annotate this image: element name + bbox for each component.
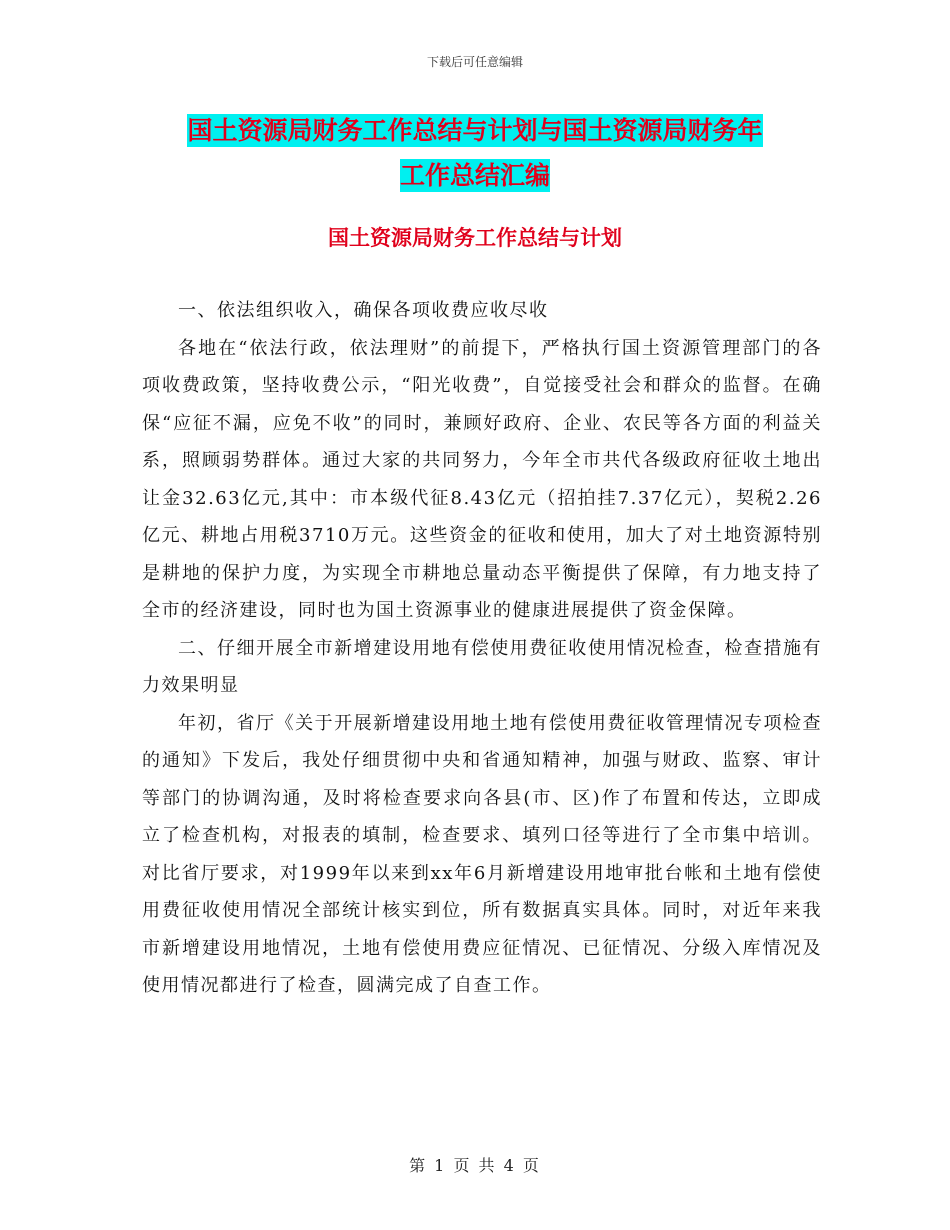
- paragraph-heading-1: 一、依法组织收入，确保各项收费应收尽收: [178, 300, 549, 321]
- section-title: 国土资源局财务工作总结与计划: [328, 226, 622, 250]
- header-note: 下载后可任意编辑: [426, 55, 523, 69]
- document-body: [142, 292, 822, 1005]
- paragraph: 年初，省厅《关于开展新增建设用地土地有偿使用费征收管理情况专项检查的通知》下发后，我处仔细贯彻中央和省通知精神，加强与财政、监察、审计等部门的协调沟通，及时将检查要求向各县(市、区)作了布置和传达，立即成立了检查机构，对报表的填制，检查要求、填列口径等进行了全市集中培训。对比省厅要求，对1999年以来到xx年6月新增建设用地审批台帐和土地有偿使用费征收使用情况全部统计核实到位，所有数据真实具体。同时，对近年来我市新增建设用地情况，土地有偿使用费应征情况、已征情况、分级入库情况及使用情况都进行了检查，圆满完成了自查工作。: [142, 712, 822, 996]
- document-title: [140, 108, 810, 198]
- page-number-footer: 第 1 页 共 4 页: [409, 1156, 541, 1175]
- document-title-line-1: 国土资源局财务工作总结与计划与国土资源局财务年: [187, 116, 763, 145]
- document-title-line-2: 工作总结汇编: [399, 161, 550, 190]
- paragraph-heading-2: 二、仔细开展全市新增建设用地有偿使用费征收使用情况检查，检查措施有力效果明显: [142, 637, 822, 696]
- paragraph: 各地在“依法行政，依法理财”的前提下，严格执行国土资源管理部门的各项收费政策，坚持收费公示，“阳光收费”，自觉接受社会和群众的监督。在确保“应征不漏，应免不收”的同时，兼顾好政府、企业、农民等各方面的利益关系，照顾弱势群体。通过大家的共同努力，今年全市共代各级政府征收土地出让金32.63亿元,其中：市本级代征8.43亿元（招拍挂7.37亿元），契税2.26亿元、耕地占用税3710万元。这些资金的征收和使用，加大了对土地资源特别是耕地的保护力度，为实现全市耕地总量动态平衡提供了保障，有力地支持了全市的经济建设，同时也为国土资源事业的健康进展提供了资金保障。: [142, 337, 822, 621]
